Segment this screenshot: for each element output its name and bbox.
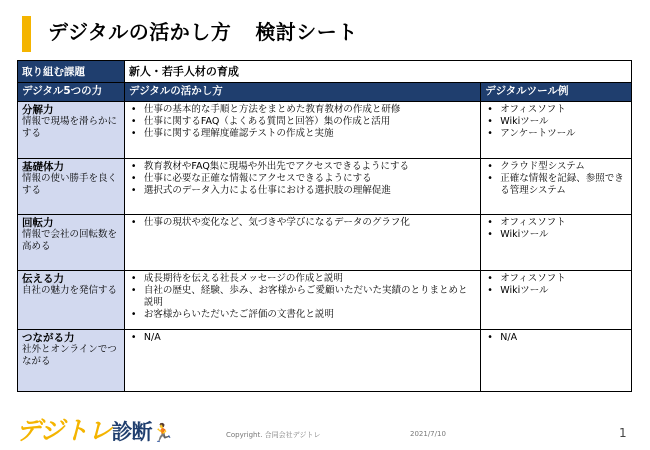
tool-item: • アンケートツール: [497, 128, 627, 140]
power-cell: [18, 215, 125, 271]
usage-item: • 自社の歴史、経験、歩み、お客様からご愛顧いただいた実績のとりまとめと説明: [141, 285, 476, 309]
power-desc: 自社の魅力を発信する: [22, 285, 118, 296]
power-desc: 社外とオンラインでつながる: [22, 344, 117, 367]
power-name: 回転力: [22, 217, 54, 229]
usage-cell: [124, 159, 480, 215]
tool-item: • クラウド型システム: [497, 161, 627, 173]
copyright-text: Copyright. 合同会社デジトレ: [226, 431, 321, 439]
tool-item: • オフィスソフト: [497, 273, 627, 285]
review-sheet-table: [17, 60, 632, 392]
usage-item: • 仕事の基本的な手順と方法をまとめた教育教材の作成と研修: [141, 104, 476, 116]
table-row: [18, 159, 632, 215]
topic-value: 新人・若手人材の育成: [124, 61, 631, 83]
tools-cell: [481, 271, 632, 330]
tool-item: • Wikiツール: [497, 285, 627, 297]
usage-cell: [124, 215, 480, 271]
power-name: 基礎体力: [22, 161, 64, 173]
brand-logo: [16, 411, 173, 447]
tool-item: • 正確な情報を記録、参照できる管理システム: [497, 173, 627, 197]
power-name: つながる力: [22, 332, 75, 344]
title-accent-bar: [22, 16, 31, 52]
page-title-main: デジタルの活かし方: [48, 20, 232, 44]
tools-cell: [481, 159, 632, 215]
usage-item: • 仕事に関するFAQ（よくある質問と回答）集の作成と活用: [141, 116, 476, 128]
usage-item: • N/A: [141, 332, 476, 344]
page-number: 1: [619, 426, 627, 440]
usage-item: • 教育教材やFAQ集に現場や外出先でアクセスできるようにする: [141, 161, 476, 173]
power-name: 伝える力: [22, 273, 64, 285]
tool-item: • Wikiツール: [497, 116, 627, 128]
power-desc: 情報で現場を滑らかにする: [22, 116, 118, 139]
power-cell: [18, 159, 125, 215]
usage-item: • お客様からいただいたご評価の文書化と説明: [141, 309, 476, 321]
usage-item: • 成長期待を伝える社長メッセージの作成と説明: [141, 273, 476, 285]
tools-cell: [481, 215, 632, 271]
brand-logo-text: デジトレ: [16, 416, 112, 445]
power-cell: [18, 271, 125, 330]
power-cell: [18, 330, 125, 392]
page-title-sub: 検討シート: [255, 20, 358, 44]
tool-item: • Wikiツール: [497, 229, 627, 241]
header-row: [18, 83, 632, 102]
topic-label: 取り組む課題: [18, 61, 125, 83]
usage-cell: [124, 330, 480, 392]
table-row: [18, 102, 632, 159]
power-name: 分解力: [22, 104, 54, 116]
topic-row: [18, 61, 632, 83]
power-desc: 情報で会社の回転数を高める: [22, 229, 118, 252]
usage-item: • 仕事に必要な正確な情報にアクセスできるようにする: [141, 173, 476, 185]
header-tools: デジタルツール例: [481, 83, 632, 102]
table-row: [18, 330, 632, 392]
power-desc: 情報の使い勝手を良くする: [22, 173, 118, 196]
table-row: [18, 271, 632, 330]
power-cell: [18, 102, 125, 159]
page-title: [48, 16, 358, 45]
tools-cell: [481, 102, 632, 159]
table-row: [18, 215, 632, 271]
tool-item: • N/A: [497, 332, 627, 344]
usage-item: • 仕事に関する理解度確認テストの作成と実施: [141, 128, 476, 140]
runner-icon: 🏃: [151, 423, 173, 444]
tools-cell: [481, 330, 632, 392]
usage-cell: [124, 102, 480, 159]
header-usage: デジタルの活かし方: [124, 83, 480, 102]
usage-cell: [124, 271, 480, 330]
brand-logo-suffix: 診断: [111, 420, 152, 444]
tool-item: • オフィスソフト: [497, 104, 627, 116]
usage-item: • 仕事の現状や変化など、気づきや学びになるデータのグラフ化: [141, 217, 476, 229]
header-power: デジタル5つの力: [18, 83, 125, 102]
usage-item: • 選択式のデータ入力による仕事における選択肢の理解促進: [141, 185, 476, 197]
document-date: 2021/7/10: [410, 430, 446, 438]
tool-item: • オフィスソフト: [497, 217, 627, 229]
